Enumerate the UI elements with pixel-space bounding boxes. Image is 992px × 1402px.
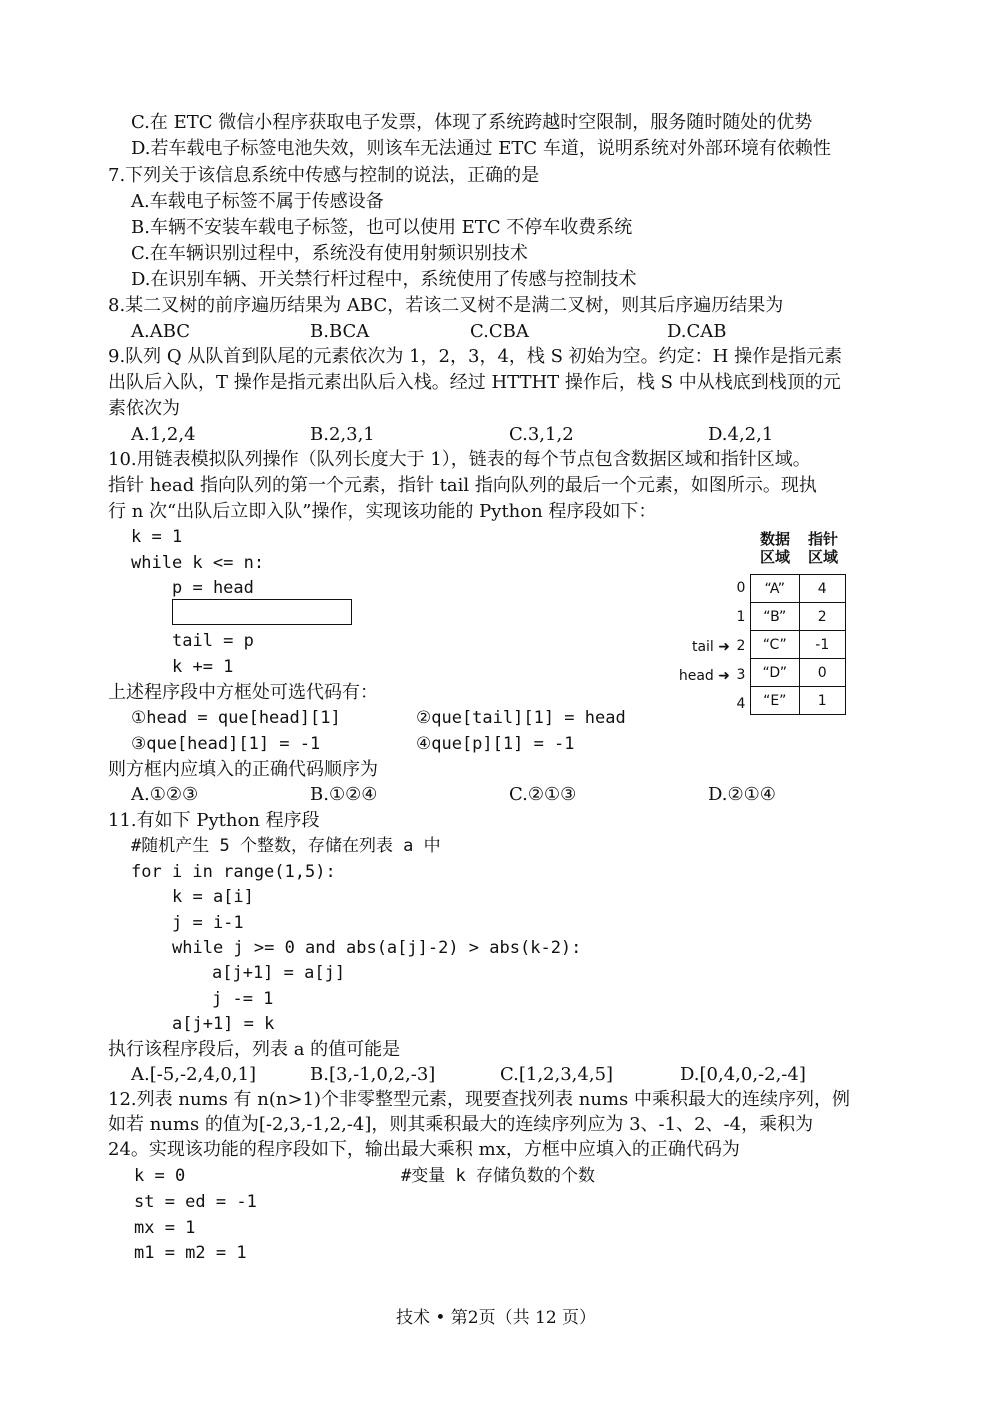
q12-stem-line2: 如若 nums 的值为[-2,3,-1,2,-4]，则其乘积最大的连续序列应为 3、-1、2、-4，乘积为	[108, 1114, 814, 1135]
q10-option-d: D.②①④	[708, 784, 776, 805]
q10-code-line: tail = p	[172, 631, 254, 651]
q11-code-line: k = a[i]	[172, 887, 254, 907]
q8-option-c: C.CBA	[470, 321, 529, 342]
q11-stem: 11.有如下 Python 程序段	[108, 810, 320, 831]
q9-stem-line2: 出队后入队，T 操作是指元素出队后入栈。经过 HTTHT 操作后，栈 S 中从栈底到栈顶的元	[108, 372, 841, 393]
q9-option-b: B.2,3,1	[310, 424, 375, 445]
q11-option-a: A.[-5,-2,4,0,1]	[131, 1064, 257, 1085]
row-index: 0	[736, 580, 746, 596]
q10-choice-3: ③que[head][1] = -1	[131, 734, 321, 754]
table-row	[751, 603, 846, 631]
q10-code-line: k += 1	[172, 657, 234, 677]
q10-code-line: while k <= n:	[131, 553, 265, 573]
row-index: 3	[736, 667, 746, 683]
q8-option-d: D.CAB	[667, 321, 727, 342]
q7-stem: 7.下列关于该信息系统中传感与控制的说法，正确的是	[108, 165, 540, 186]
pointer-cell: -1	[799, 631, 846, 659]
q10-stem-line2: 指针 head 指向队列的第一个元素，指针 tail 指向队列的最后一个元素，如图所示。现执	[108, 475, 817, 496]
q11-option-c: C.[1,2,3,4,5]	[500, 1064, 614, 1085]
q10-choices-intro: 上述程序段中方框处可选代码有：	[108, 682, 378, 703]
q11-code-line: j = i-1	[172, 913, 244, 933]
q10-code-line: p = head	[172, 578, 254, 598]
q11-option-d: D.[0,4,0,-2,-4]	[680, 1064, 806, 1085]
answer-blank-box	[172, 599, 352, 625]
q10-choice-2: ②que[tail][1] = head	[416, 708, 626, 728]
table-row	[751, 687, 846, 715]
q10-choice-1: ①head = que[head][1]	[131, 708, 341, 728]
q10-code-line: k = 1	[131, 527, 183, 547]
q12-code-line: mx = 1	[134, 1218, 196, 1238]
q10-stem-line3: 行 n 次“出队后立即入队”操作，实现该功能的 Python 程序段如下：	[108, 501, 657, 522]
head-pointer-label: head ➜	[678, 668, 730, 684]
row-index: 1	[736, 609, 746, 625]
tail-pointer-label: tail ➜	[691, 639, 730, 655]
q12-stem-line1: 12.列表 nums 有 n(n>1)个非零整型元素，现要查找列表 nums 中乘积最大的连续序列，例	[108, 1089, 850, 1110]
q11-question: 执行该程序段后，列表 a 的值可能是	[108, 1039, 401, 1060]
q12-code-line: m1 = m2 = 1	[134, 1243, 247, 1263]
q12-code-line: st = ed = -1	[134, 1192, 257, 1212]
header-text: 指针	[807, 530, 838, 548]
q11-code-line: while j >= 0 and abs(a[j]-2) > abs(k-2):	[172, 938, 582, 958]
q10-option-c: C.②①③	[509, 784, 577, 805]
q11-option-b: B.[3,-1,0,2,-3]	[310, 1064, 436, 1085]
q8-option-b: B.BCA	[310, 321, 370, 342]
node-table	[750, 574, 846, 715]
data-cell: “E”	[751, 687, 800, 715]
table-row	[751, 659, 846, 687]
q9-stem-line1: 9.队列 Q 从队首到队尾的元素依次为 1，2，3，4，栈 S 初始为空。约定：H 操作是指元素	[108, 346, 843, 367]
q7-option-b: B.车辆不安装车载电子标签，也可以使用 ETC 不停车收费系统	[131, 217, 633, 238]
table-row	[751, 575, 846, 603]
data-cell: “B”	[751, 603, 800, 631]
page-footer: 技术 • 第2页（共 12 页）	[395, 1308, 597, 1328]
q7-option-d: D.在识别车辆、开关禁行杆过程中，系统使用了传感与控制技术	[131, 269, 637, 290]
q10-stem-line4: 则方框内应填入的正确代码顺序为	[108, 759, 378, 780]
q9-option-d: D.4,2,1	[708, 424, 774, 445]
q10-option-a: A.①②③	[131, 784, 199, 805]
linked-list-table-figure	[660, 530, 860, 730]
q11-code-line: for i in range(1,5):	[131, 862, 336, 882]
header-text: 区域	[759, 548, 790, 566]
pointer-cell: 0	[799, 659, 846, 687]
data-cell: “D”	[751, 659, 800, 687]
q7-option-c: C.在车辆识别过程中，系统没有使用射频识别技术	[131, 243, 528, 264]
q9-option-a: A.1,2,4	[131, 424, 196, 445]
data-area-header	[750, 530, 800, 566]
q9-stem-line3: 素依次为	[108, 398, 180, 419]
q11-code-line: a[j+1] = k	[172, 1014, 275, 1034]
q11-code-line: a[j+1] = a[j]	[212, 963, 346, 983]
q10-choice-4: ④que[p][1] = -1	[416, 734, 575, 754]
q10-stem-line1: 10.用链表模拟队列操作（队列长度大于 1），链表的每个节点包含数据区域和指针区域。	[108, 449, 811, 470]
q12-code-comment: #变量 k 存储负数的个数	[401, 1166, 595, 1186]
q7-option-a: A.车载电子标签不属于传感设备	[131, 191, 384, 212]
q12-stem-line3: 24。实现该功能的程序段如下，输出最大乘积 mx，方框中应填入的正确代码为	[108, 1139, 740, 1160]
q10-option-b: B.①②④	[310, 784, 378, 805]
q11-code-line: #随机产生 5 个整数，存储在列表 a 中	[131, 836, 441, 856]
pointer-area-header	[798, 530, 848, 566]
q6-option-d: D.若车载电子标签电池失效，则该车无法通过 ETC 车道，说明系统对外部环境有依赖性	[131, 138, 831, 159]
q9-option-c: C.3,1,2	[509, 424, 574, 445]
q8-stem: 8.某二叉树的前序遍历结果为 ABC，若该二叉树不是满二叉树，则其后序遍历结果为	[108, 295, 784, 316]
pointer-cell: 2	[799, 603, 846, 631]
data-cell: “C”	[751, 631, 800, 659]
data-cell: “A”	[751, 575, 800, 603]
row-index: 2	[736, 638, 746, 654]
table-row	[751, 631, 846, 659]
q12-code-line: k = 0	[134, 1166, 186, 1186]
q8-option-a: A.ABC	[131, 321, 191, 342]
pointer-cell: 4	[799, 575, 846, 603]
pointer-cell: 1	[799, 687, 846, 715]
q6-option-c: C.在 ETC 微信小程序获取电子发票，体现了系统跨越时空限制，服务随时随处的优势	[131, 112, 813, 133]
q11-code-line: j -= 1	[212, 989, 274, 1009]
row-index: 4	[736, 696, 746, 712]
header-text: 数据	[759, 530, 790, 548]
header-text: 区域	[807, 548, 838, 566]
